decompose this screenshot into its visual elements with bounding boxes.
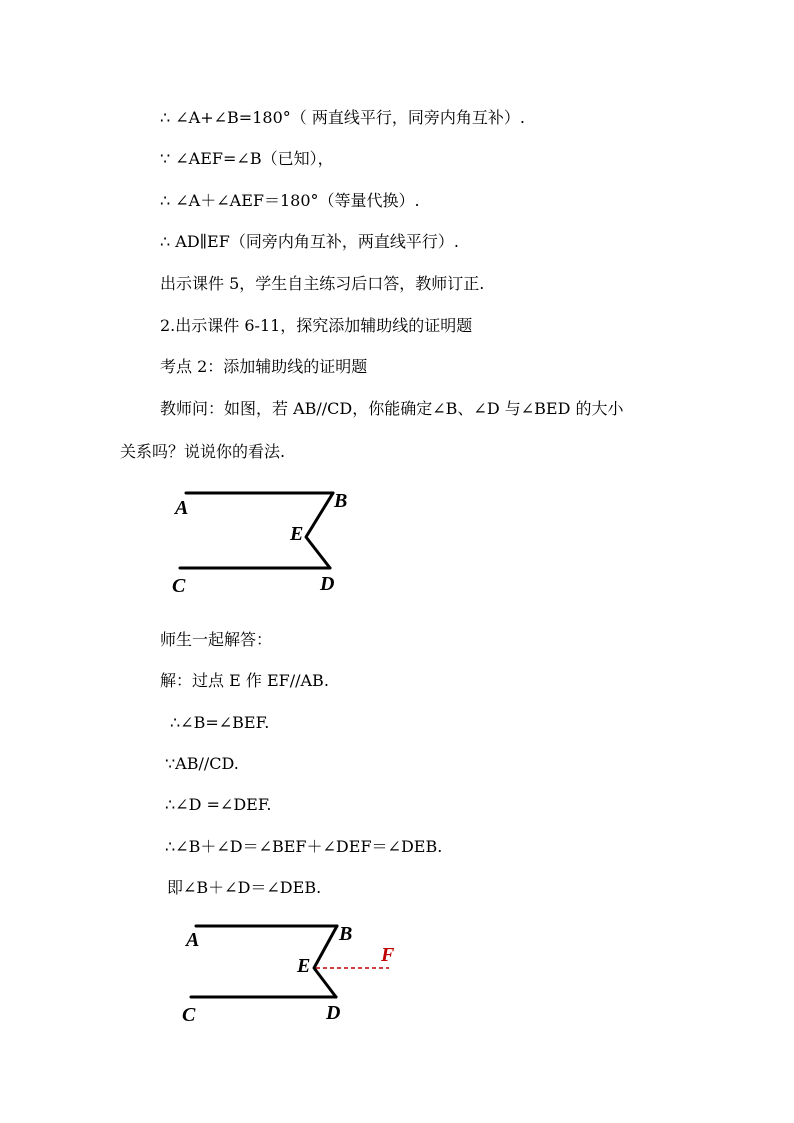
text-line-12: ∴∠B=∠BEF.	[170, 713, 270, 732]
label-b: B	[334, 490, 348, 512]
figure-2-lines	[191, 926, 337, 997]
text-line-16: 即∠B＋∠D＝∠DEB.	[167, 878, 322, 897]
label-d: D	[320, 573, 335, 595]
label-e: E	[290, 523, 304, 545]
text-line-10: 师生一起解答：	[160, 630, 273, 649]
label-e: E	[297, 955, 311, 977]
text-line-3: ∴ ∠A＋∠AEF＝180°（等量代换）.	[160, 191, 420, 210]
text-line-5: 出示课件 5，学生自主练习后口答，教师订正.	[160, 274, 485, 293]
text-line-8: 教师问：如图，若 AB//CD，你能确定∠B、∠D 与∠BED 的大小	[160, 399, 624, 418]
label-f: F	[381, 944, 395, 966]
label-c: C	[172, 575, 186, 597]
segment-bed	[314, 926, 337, 997]
text-line-6: 2.出示课件 6-11，探究添加辅助线的证明题	[160, 316, 473, 335]
text-line-1: ∴ ∠A+∠B=180°（ 两直线平行，同旁内角互补）.	[160, 108, 525, 127]
text-line-13: ∵AB//CD.	[165, 754, 239, 773]
label-c: C	[182, 1004, 196, 1026]
label-b: B	[339, 923, 353, 945]
label-a: A	[175, 497, 189, 519]
text-line-14: ∴∠D =∠DEF.	[165, 795, 272, 814]
text-line-7: 考点 2：添加辅助线的证明题	[160, 357, 368, 376]
label-d: D	[326, 1002, 341, 1024]
text-line-15: ∴∠B＋∠D＝∠BEF＋∠DEF＝∠DEB.	[165, 837, 443, 856]
text-line-11: 解：过点 E 作 EF//AB.	[160, 671, 329, 690]
text-line-4: ∴ AD∥EF（同旁内角互补，两直线平行）.	[160, 232, 459, 251]
text-line-2: ∵ ∠AEF=∠B（已知），	[160, 149, 334, 168]
text-line-9: 关系吗？说说你的看法.	[120, 442, 286, 461]
label-a: A	[186, 929, 200, 951]
